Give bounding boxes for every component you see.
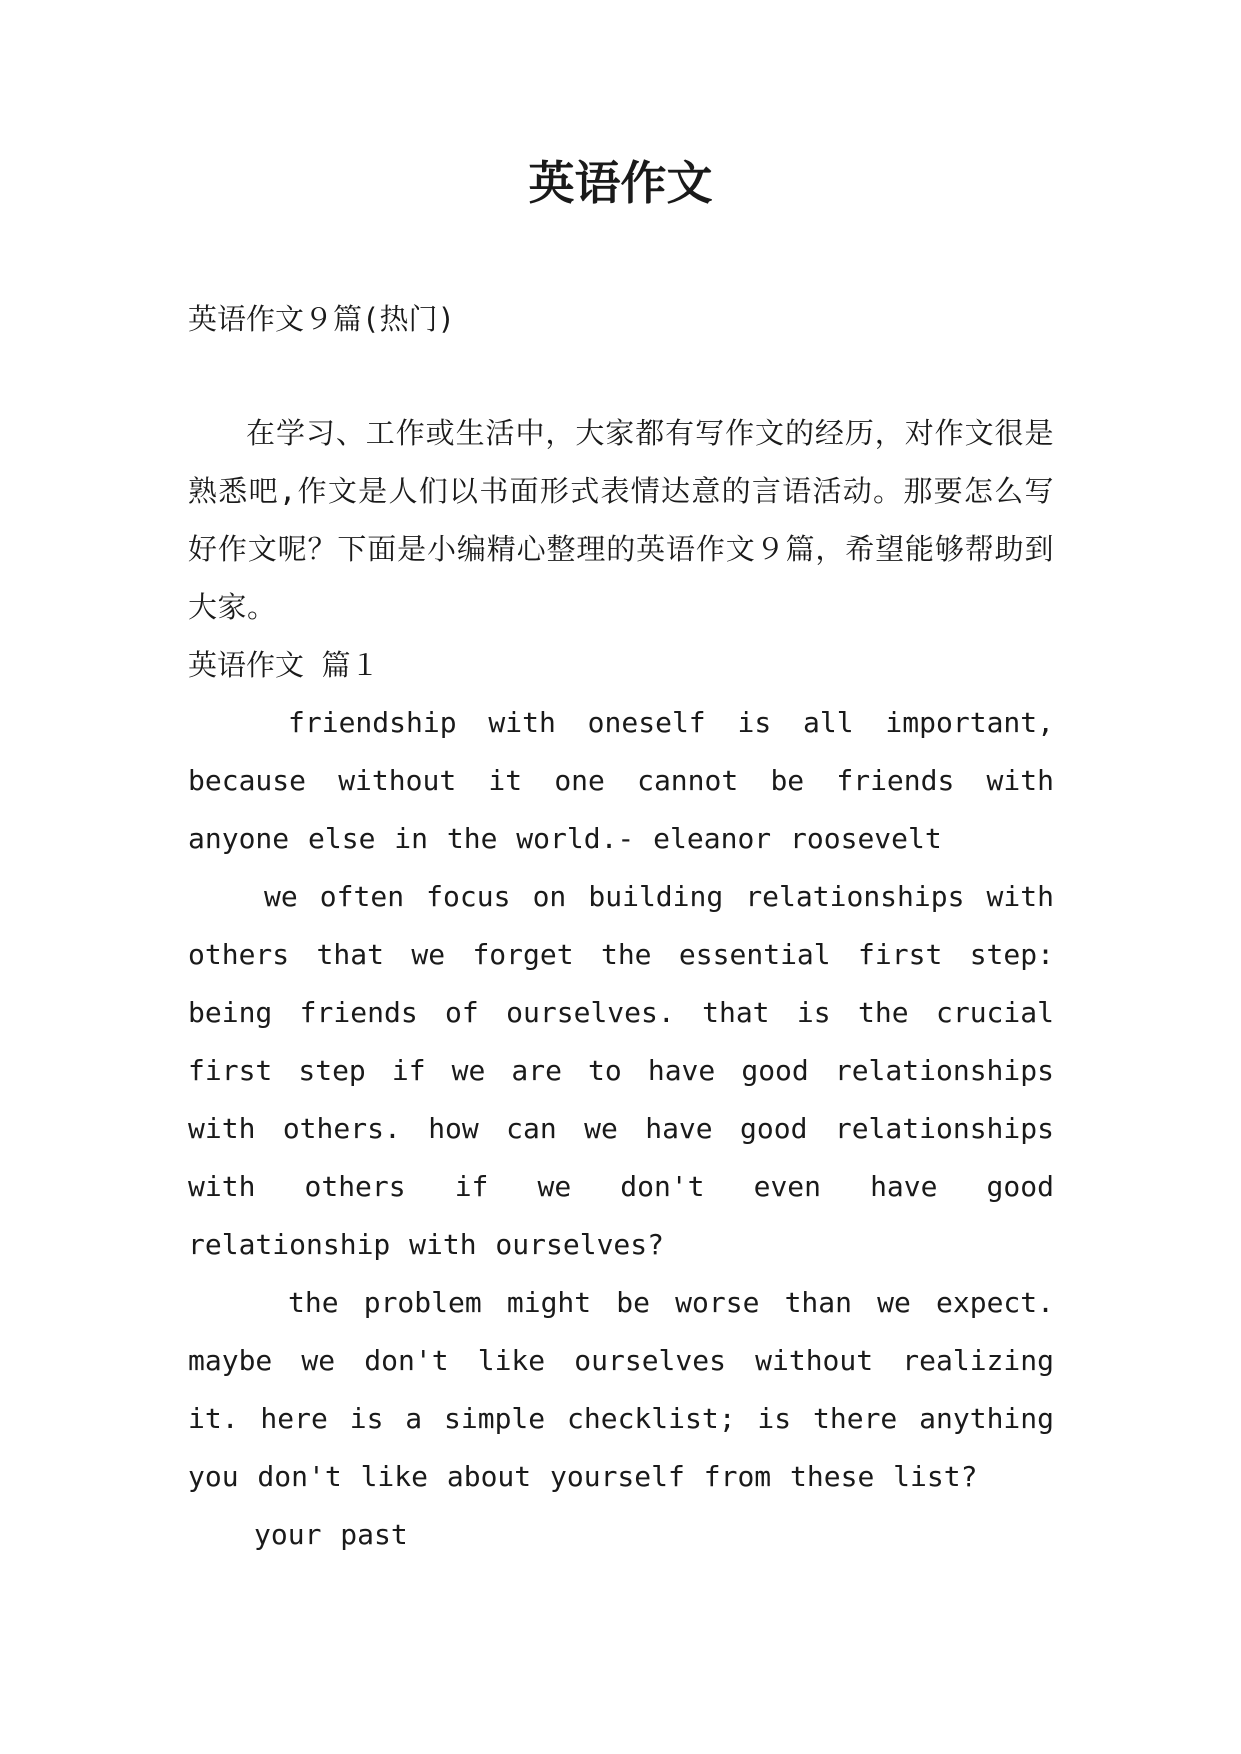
body-paragraph: we often focus on building relationships with others that we forget the essential first step: being friends of ourselves. that is the crucial first step if we are to have good relationships with others. how can we have good relationships with others if we don't even have good relationship with ourselves? <box>188 880 1054 1261</box>
section-heading: 英语作文 篇１ <box>188 648 380 682</box>
document-title: 英语作文 <box>528 156 713 210</box>
quote-paragraph: friendship with oneself is all important, because without it one cannot be friends with anyone else in the world.- eleanor roosevelt <box>188 706 1054 855</box>
intro-paragraph: 在学习、工作或生活中，大家都有写作文的经历，对作文很是熟悉吧,作文是人们以书面形式表情达意的言语活动。那要怎么写好作文呢？下面是小编精心整理的英语作文９篇，希望能够帮助到大家。 <box>188 416 1054 624</box>
document-subtitle: 英语作文９篇(热门) <box>188 302 455 336</box>
body-paragraph: the problem might be worse than we expect. maybe we don't like ourselves without realizing it. here is a simple checklist; is there anything you don't like about yourself from these list? <box>188 1286 1054 1493</box>
document-body <box>188 290 1054 1564</box>
list-item: your past <box>254 1518 408 1551</box>
